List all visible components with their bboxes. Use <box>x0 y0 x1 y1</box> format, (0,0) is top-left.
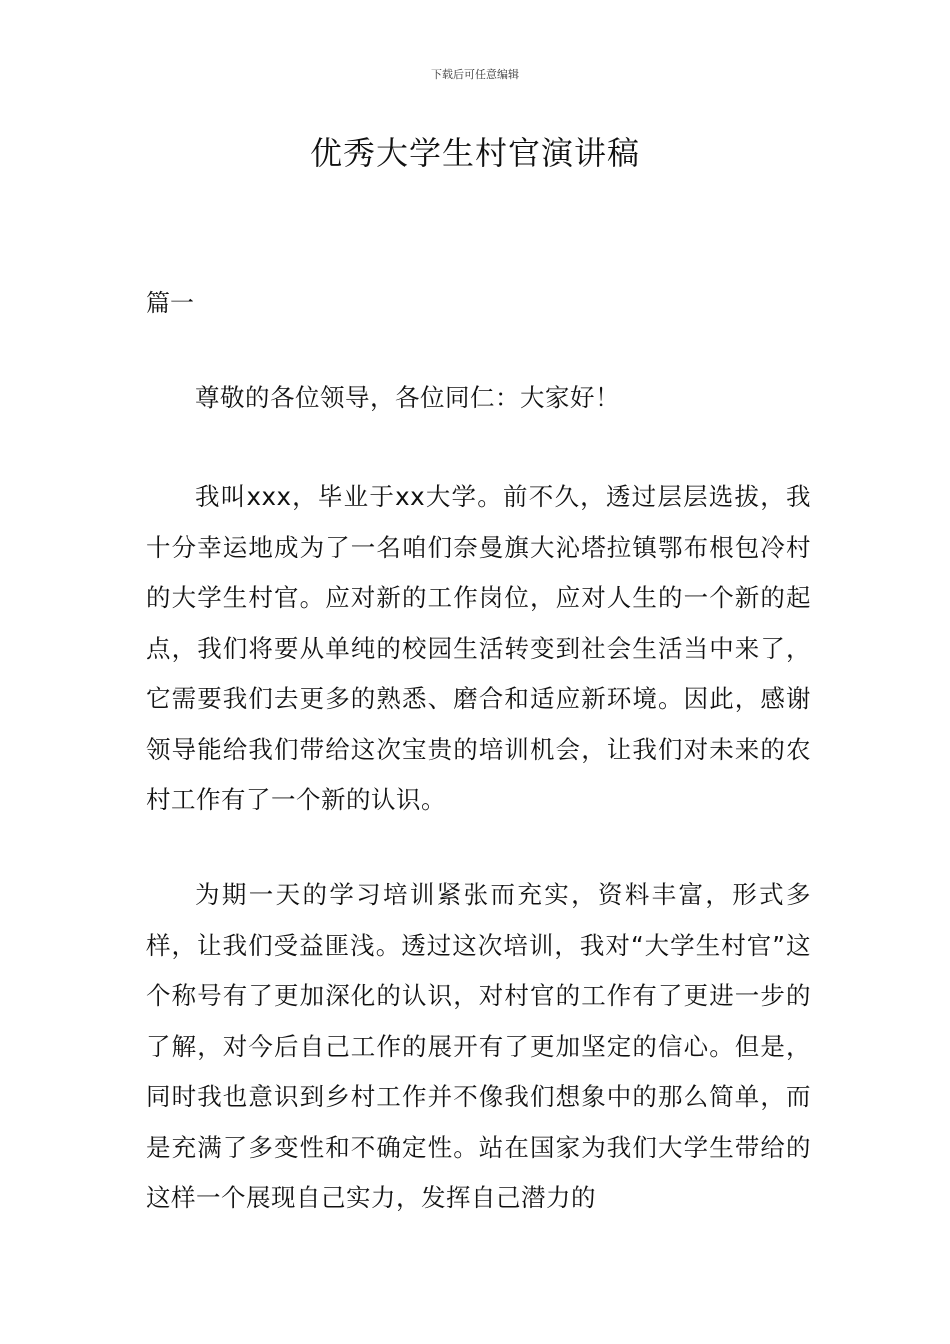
training-paragraph: 为期一天的学习培训紧张而充实，资料丰富，形式多样，让我们受益匪浅。透过这次培训，我对“大学生村官”这个称号有了更加深化的认识，对村官的工作有了更进一步的了解，对今后自己工作的展开有了更加坚定的信心。但是，同时我也意识到乡村工作并不像我们想象中的那么简单，而是充满了多变性和不确定性。站在国家为我们大学生带给的这样一个展现自己实力，发挥自己潜力的 <box>146 880 811 1212</box>
header-note: 下载后可任意编辑 <box>431 68 519 81</box>
intro-paragraph: 我叫xxx，毕业于xx大学。前不久，透过层层选拔，我十分幸运地成为了一名咱们奈曼旗大沁塔拉镇鄂布根包冷村的大学生村官。应对新的工作岗位，应对人生的一个新的起点，我们将要从单纯的校园生活转变到社会生活当中来了，它需要我们去更多的熟悉、磨合和适应新环境。因此，感谢领导能给我们带给这次宝贵的培训机会，让我们对未来的农村工作有了一个新的认识。 <box>146 482 811 814</box>
section-label: 篇一 <box>146 289 194 317</box>
document-title: 优秀大学生村官演讲稿 <box>309 134 640 172</box>
greeting-paragraph: 尊敬的各位领导，各位同仁：大家好！ <box>195 383 620 412</box>
